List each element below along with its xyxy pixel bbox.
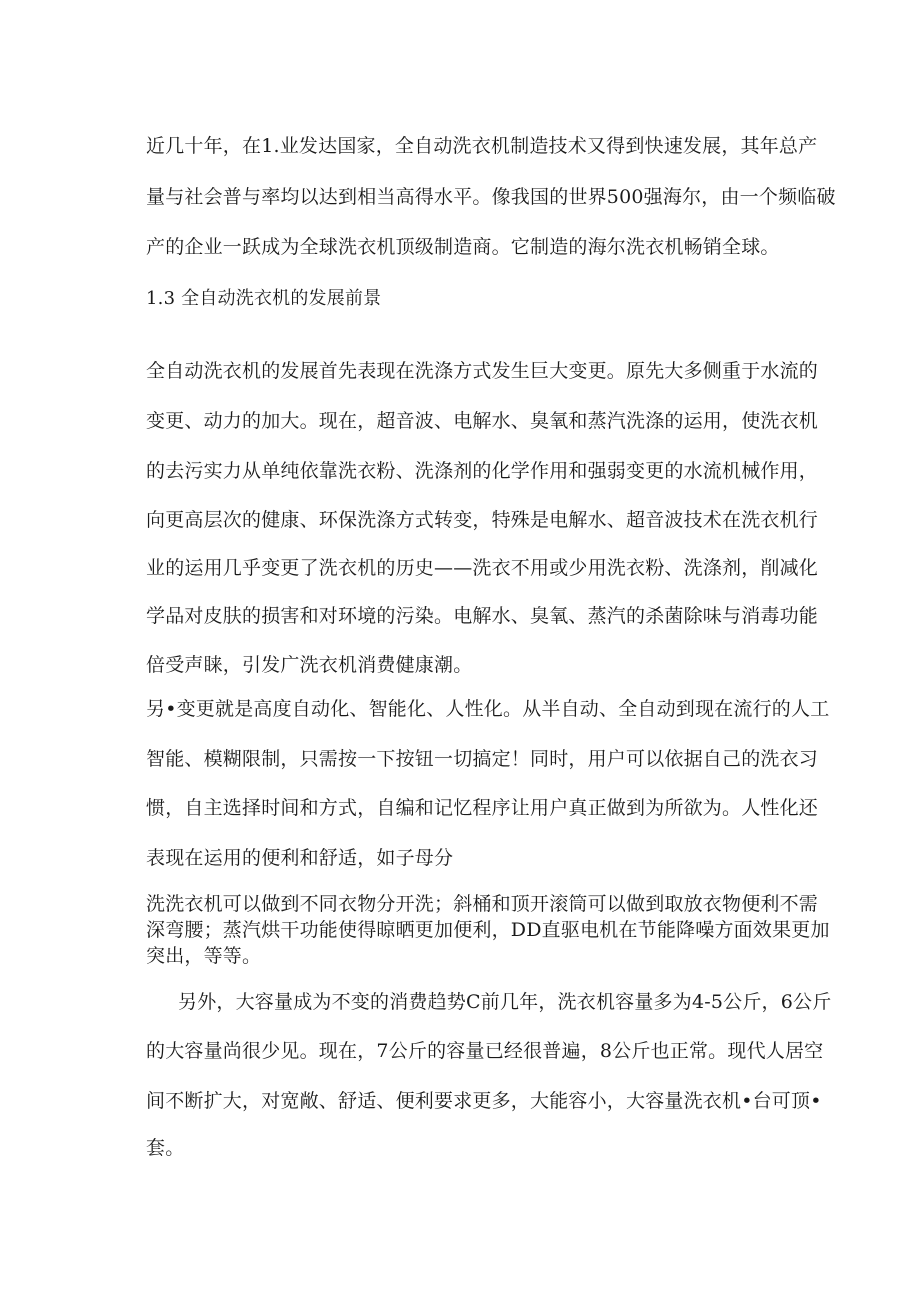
paragraph-2-line-7: 倍受声睐，引发广洗衣机消费健康潮。 [146,654,473,676]
paragraph-4-line-2: 深弯腰；蒸汽烘干功能使得晾晒更加便利，DD直驱电机在节能降噪方面效果更加 [146,919,830,941]
paragraph-3-line-4: 表现在运用的便利和舒适，如子母分 [146,847,454,869]
paragraph-5-line-4: 套。 [146,1137,185,1159]
paragraph-4-line-1: 洗洗衣机可以做到不同衣物分开洗；斜桶和顶开滚筒可以做到取放衣物便利不需 [146,893,819,915]
paragraph-2-line-2: 变更、动力的加大。现在，超音波、电解水、臭氧和蒸汽洗涤的运用，使洗衣机 [146,410,819,432]
paragraph-3-line-2: 智能、模糊限制，只需按一下按钮一切搞定！同时，用户可以依据自己的洗衣习 [146,748,819,770]
paragraph-2-line-3: 的去污实力从单纯依靠洗衣粉、洗涤剂的化学作用和强弱变更的水流机械作用， [146,460,819,482]
paragraph-2-line-5: 业的运用几乎变更了洗衣机的历史——洗衣不用或少用洗衣粉、洗涤剂，削减化 [146,557,819,579]
paragraph-2-line-6: 学品对皮肤的损害和对环境的污染。电解水、臭氧、蒸汽的杀菌除味与消毒功能 [146,605,819,627]
paragraph-3-line-1: 另•变更就是高度自动化、智能化、人性化。从半自动、全自动到现在流行的人工 [146,698,830,720]
paragraph-1-line-1: 近几十年，在1.业发达国家，全自动洗衣机制造技术又得到快速发展，其年总产 [146,135,818,157]
paragraph-4-line-3: 突出，等等。 [146,945,262,967]
paragraph-2-line-4: 向更高层次的健康、环保洗涤方式转变，特殊是电解水、超音波技术在洗衣机行 [146,509,819,531]
paragraph-5-line-2: 的大容量尚很少见。现在，7公斤的容量已经很普遍，8公斤也正常。现代人居空 [146,1040,824,1062]
paragraph-5-line-1: 另外，大容量成为不变的消费趋势C前几年，洗衣机容量多为4-5公斤，6公斤 [178,991,832,1013]
paragraph-2-line-1: 全自动洗衣机的发展首先表现在洗涤方式发生巨大变更。原先大多侧重于水流的 [146,360,819,382]
paragraph-3-line-3: 惯，自主选择时间和方式，自编和记忆程序让用户真正做到为所欲为。人性化还 [146,797,819,819]
paragraph-1-line-3: 产的企业一跃成为全球洗衣机顶级制造商。它制造的海尔洗衣机畅销全球。 [146,236,780,258]
section-heading: 1.3 全自动洗衣机的发展前景 [146,288,382,309]
paragraph-5-line-3: 间不断扩大，对宽敞、舒适、便利要求更多，大能容小，大容量洗衣机•台可顶• [146,1090,822,1112]
paragraph-1-line-2: 量与社会普与率均以达到相当高得水平。像我国的世界500强海尔，由一个频临破 [146,186,836,208]
